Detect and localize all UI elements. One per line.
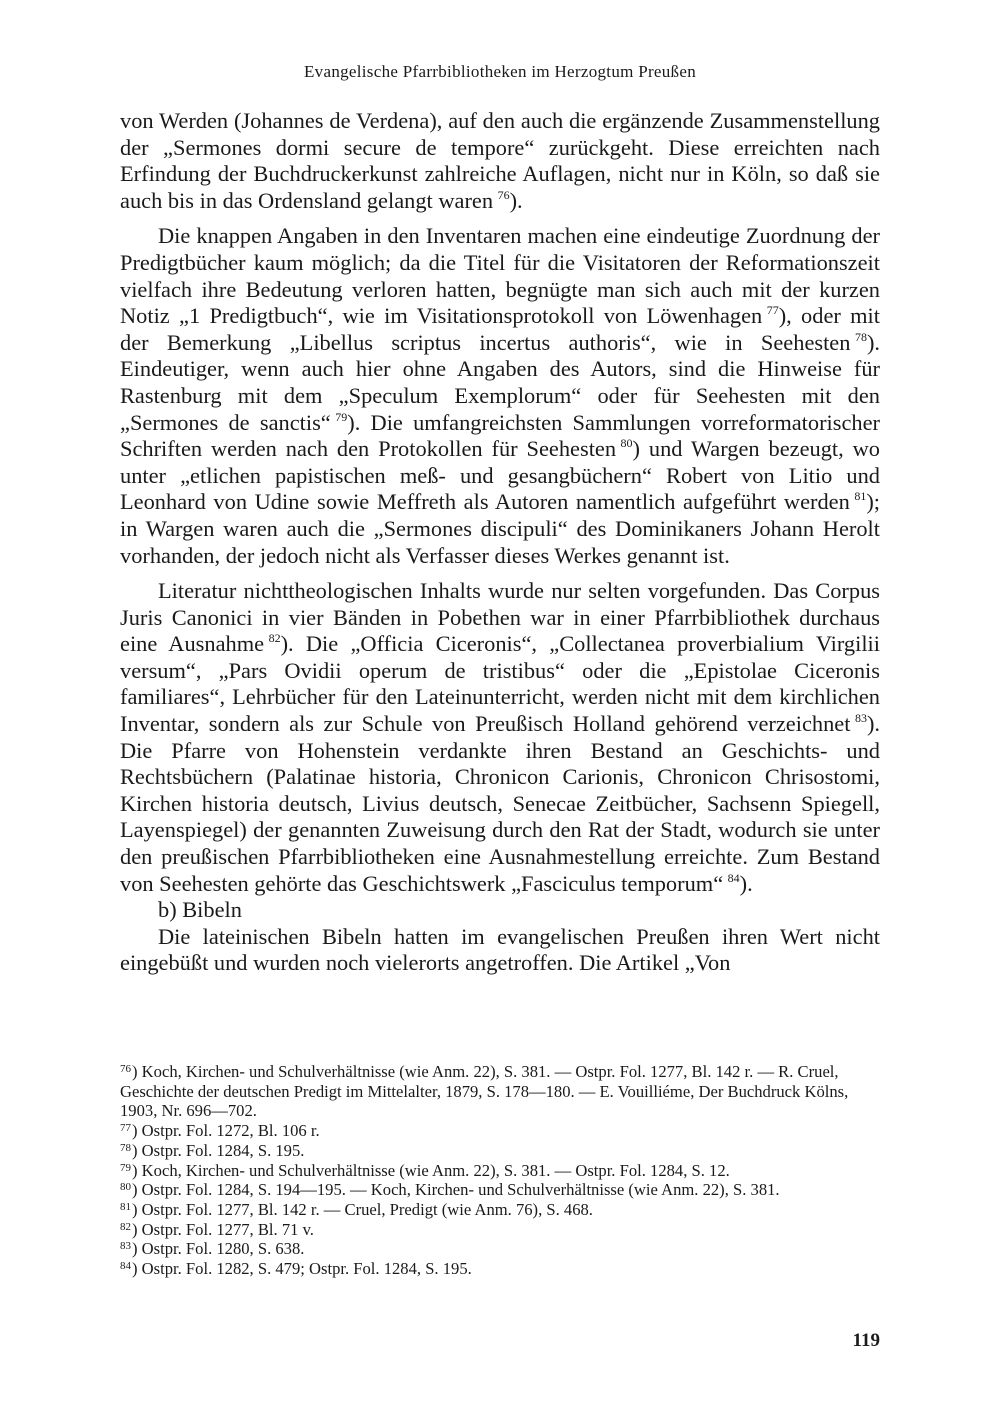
- footnote-mark: 78: [120, 1141, 131, 1154]
- footnote-ref-84[interactable]: 84: [727, 870, 740, 885]
- footnote-text: ) Ostpr. Fol. 1277, Bl. 71 v.: [132, 1219, 314, 1239]
- footnote-ref-82[interactable]: 82: [268, 631, 281, 646]
- footnote-81: [120, 1200, 880, 1220]
- page-number: 119: [852, 1330, 880, 1351]
- footnote-ref-76[interactable]: 76: [497, 187, 510, 202]
- paragraph-2: [120, 223, 880, 569]
- paragraph-text: von Werden (Johannes de Verdena), auf den auch die ergänzende Zusammenstellung der „Sermones dormi secure de tempore“ zurückgeht. Diese erreichten nach Erfindung der Buchdruckerkunst zahlreiche Auflagen, nicht nur in Köln, so daß sie auch bis in das Ordensland gelangt waren: [120, 108, 880, 213]
- section-heading: b) Bibeln: [158, 897, 242, 923]
- footnote-text: ) Ostpr. Fol. 1284, S. 194—195. — Koch, Kirchen- und Schulverhältnisse (wie Anm. 22), S. 381.: [132, 1180, 780, 1200]
- footnote-text: ) Koch, Kirchen- und Schulverhältnisse (wie Anm. 22), S. 381. — Ostpr. Fol. 1284, S. 12.: [132, 1160, 730, 1180]
- footnote-84: [120, 1259, 880, 1279]
- footnote-text: ) Ostpr. Fol. 1280, S. 638.: [132, 1239, 305, 1259]
- footnote-77: [120, 1121, 880, 1141]
- paragraph-4: Die lateinischen Bibeln hatten im evangelischen Preußen ihren Wert nicht eingebüßt und wurden noch vielerorts angetroffen. Die Artikel „Von: [120, 923, 880, 976]
- paragraph-3: [120, 578, 880, 897]
- footnotes-block: [120, 1062, 880, 1279]
- running-title: Evangelische Pfarrbibliotheken im Herzogtum Preußen: [303, 62, 697, 81]
- footnote-mark: 80: [120, 1181, 131, 1194]
- footnote-ref-77[interactable]: 77: [766, 303, 779, 318]
- footnote-79: [120, 1161, 880, 1181]
- paragraph-text: ). Die „Officia Ciceronis“, „Collectanea proverbialium Virgilii versum“, „Pars Ovidii operum de tristibus“ oder die „Epistolae Ciceronis familiares“, Lehrbücher für den Lateinunterricht, werden nicht mit dem kirchlichen Inventar, sondern als zur Schule von Preußisch Holland gehörend verzeichnet: [120, 631, 880, 737]
- footnote-text: ) Ostpr. Fol. 1282, S. 479; Ostpr. Fol. 1284, S. 195.: [132, 1259, 472, 1279]
- footnote-ref-80[interactable]: 80: [620, 436, 633, 451]
- footnote-mark: 84: [120, 1260, 131, 1273]
- footnote-mark: 77: [120, 1122, 131, 1135]
- footnote-mark: 79: [120, 1161, 131, 1174]
- footnote-ref-78[interactable]: 78: [854, 329, 867, 344]
- footnote-mark: 81: [120, 1200, 131, 1213]
- paragraph-text: ).: [739, 870, 753, 896]
- paragraph-text: Die knappen Angaben in den Inventaren machen eine eindeutige Zuordnung der Predigtbücher kaum möglich; da die Titel für die Visitatoren der Reformationszeit vielfach ihre Bedeutung verloren hatten, begnügte man sich auch mit der kurzen Notiz „1 Predigtbuch“, wie im Visitationsprotokoll von Löwenhagen: [120, 223, 880, 329]
- footnote-ref-81[interactable]: 81: [854, 489, 867, 504]
- paragraph-text: ) und Wargen bezeugt, wo unter „etlichen papistischen meß- und gesangbüchern“ Robert von Litio und Leonhard von Udine sowie Meffreth als Autoren namentlich aufgeführt werden: [120, 436, 880, 515]
- footnote-78: [120, 1141, 880, 1161]
- paragraph-text: ). Eindeutiger, wenn auch hier ohne Angaben des Autors, sind die Hinweise für Rastenburg mit dem „Speculum Exemplorum“ oder für Seehesten mit den „Sermones de sanctis“: [120, 329, 880, 435]
- footnote-83: [120, 1239, 880, 1259]
- paragraph-1: [120, 108, 880, 214]
- paragraph-text: Literatur nichttheologischen Inhalts wurde nur selten vorgefunden. Das Corpus Juris Canonici in vier Bänden in Pobethen war in einer Pfarrbibliothek durchaus eine Ausnahme: [120, 578, 880, 657]
- paragraph-text: ). Die umfangreichsten Sammlungen vorreformatorischer Schriften werden nach den Protokollen für Seehesten: [120, 409, 881, 462]
- footnote-mark: 76: [120, 1063, 131, 1075]
- footnote-76: [120, 1062, 880, 1121]
- footnote-82: [120, 1220, 880, 1240]
- footnote-mark: 83: [120, 1240, 131, 1253]
- footnote-text: ) Ostpr. Fol. 1272, Bl. 106 r.: [132, 1121, 320, 1141]
- paragraph-text: ). Die Pfarre von Hohenstein verdankte ihren Bestand an Geschichts- und Rechtsbüchern (Palatinae historia, Chronicon Carionis, Chronicon Chrisostomi, Kirchen historia deutsch, Livius deutsch, Senecae Zeitbücher, Sachsenn Spiegell, Layenspiegel) der genannten Zuweisung durch den Rat der Stadt, wodurch sie unter den preußischen Pfarrbibliotheken eine Ausnahmestellung erreichte. Zum Bestand von Seehesten gehörte das Geschichtswerk „Fasciculus temporum“: [120, 711, 880, 896]
- paragraph-text: ), oder mit der Bemerkung „Libellus scriptus incertus authoris“, wie in Seehesten: [120, 303, 880, 355]
- paragraph-text: ); in Wargen waren auch die „Sermones discipuli“ des Dominikaners Johann Herolt vorhanden, der jedoch nicht als Verfasser dieses Werkes genannt ist.: [120, 489, 880, 568]
- footnote-mark: 82: [120, 1220, 131, 1233]
- footnote-80: [120, 1180, 880, 1200]
- footnote-text: ) Ostpr. Fol. 1277, Bl. 142 r. — Cruel, Predigt (wie Anm. 76), S. 468.: [132, 1199, 593, 1219]
- main-text: [120, 108, 880, 977]
- footnote-ref-83[interactable]: 83: [854, 711, 867, 726]
- footnote-text: ) Koch, Kirchen- und Schulverhältnisse (wie Anm. 22), S. 381. — Ostpr. Fol. 1277, Bl. 142 r. — R. Cruel, Geschichte der deutschen Predigt im Mittelalter, 1879, S. 178—180. — E. Vouilliéme, Der Buchdruck Kölns, 1903, Nr. 696—702.: [120, 1062, 849, 1121]
- paragraph-text: ).: [509, 187, 523, 213]
- footnote-text: ) Ostpr. Fol. 1284, S. 195.: [132, 1140, 305, 1160]
- footnote-ref-79[interactable]: 79: [335, 409, 348, 424]
